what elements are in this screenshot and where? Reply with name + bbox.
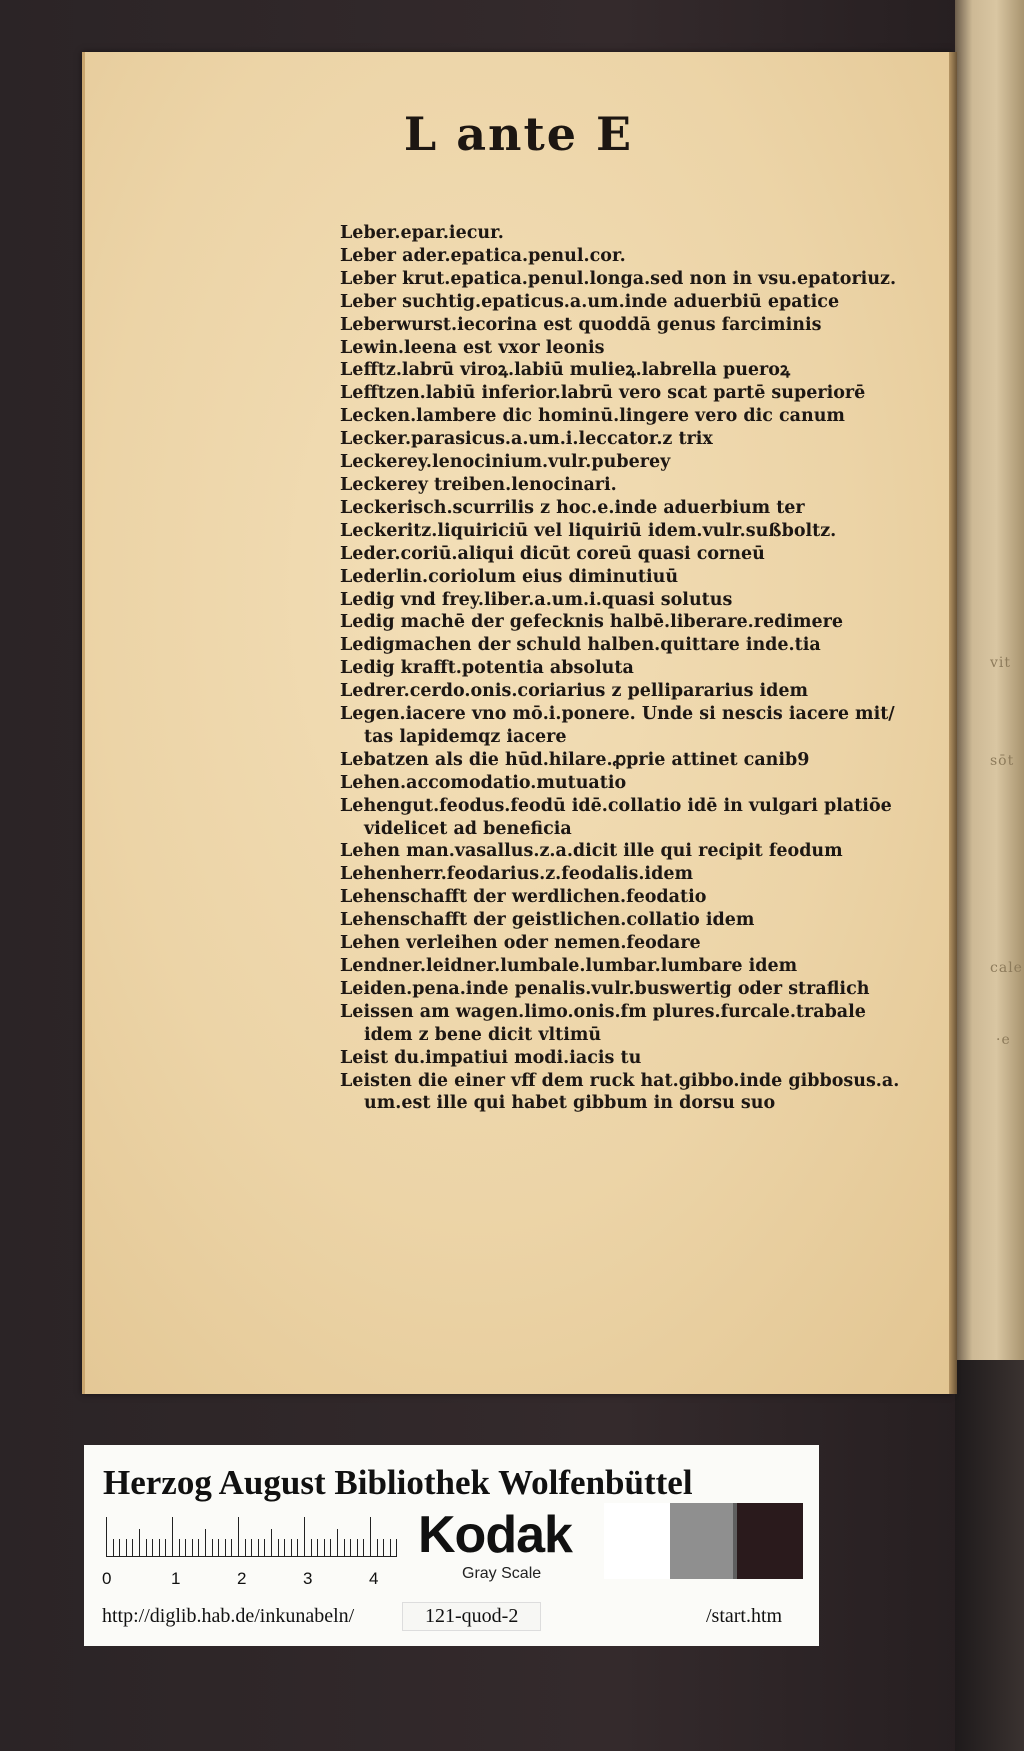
ruler-tick [165, 1539, 166, 1557]
dictionary-entries [340, 222, 940, 1115]
page-heading: L ante E [403, 107, 634, 161]
gray-swatch-white [604, 1503, 670, 1579]
entry-line: Lehenherr.feodarius.z.feodalis.idem [340, 864, 693, 885]
margin-fragment: sōt [990, 753, 1015, 769]
ruler-tick [238, 1517, 239, 1557]
entry-line: Lebatzen als die hūd.hilare.ꝓprie attinet canib9 [340, 749, 810, 770]
gray-swatch-light [670, 1503, 733, 1579]
entry-line: um.est ille qui habet gibbum in dorsu suo [364, 1093, 776, 1114]
entry-line: Ledig vnd frey.liber.a.um.i.quasi solutus [340, 589, 733, 610]
entry-line: Lehen man.vasallus.z.a.dicit ille qui recipit feodum [340, 841, 843, 862]
entry-line: Lehen verleihen oder nemen.feodare [340, 933, 701, 954]
ruler-tick [291, 1539, 292, 1557]
kodak-logo: Kodak [418, 1506, 572, 1564]
ruler-tick [344, 1539, 345, 1557]
ruler-baseline [106, 1556, 397, 1557]
entry-line: Lehen.accomodatio.mutuatio [340, 772, 627, 793]
margin-fragment: ·e [996, 1032, 1011, 1048]
facing-page-edge [955, 0, 1024, 1751]
ruler-tick [179, 1539, 180, 1557]
ruler-tick [278, 1539, 279, 1557]
gray-swatch-dark [737, 1503, 803, 1579]
ruler-tick [113, 1539, 114, 1557]
ruler-tick [245, 1539, 246, 1557]
ruler-tick [377, 1539, 378, 1557]
entry-line: Leckerey.lenocinium.vulr.puberey [340, 452, 671, 473]
ruler-tick [231, 1539, 232, 1557]
entry-line: Ledig krafft.potentia absoluta [340, 658, 634, 679]
entry-line: Leissen am wagen.limo.onis.fm plures.furcale.trabale [340, 1001, 866, 1022]
ruler-tick [304, 1517, 305, 1557]
ruler-tick [311, 1539, 312, 1557]
entry-line: Lewin.leena est vxor leonis [340, 337, 605, 358]
gray-scale-label: Gray Scale [462, 1565, 542, 1582]
ruler-tick [317, 1539, 318, 1557]
ruler-tick [139, 1529, 140, 1557]
entry-line: Leckeritz.liquiriciū vel liquiriū idem.vulr.sußboltz. [340, 520, 837, 541]
entry-line: Leber krut.epatica.penul.longa.sed non in vsu.epatoriuz. [340, 268, 897, 289]
ruler-tick [198, 1539, 199, 1557]
entry-line: Lehengut.feodus.feodū idē.collatio idē in vulgari platiōe [340, 795, 892, 816]
ruler-number: 4 [369, 1569, 379, 1588]
ruler-tick [337, 1529, 338, 1557]
color-calibration-target [84, 1445, 819, 1646]
entry-line: Lehenschafft der werdlichen.feodatio [340, 887, 707, 908]
entry-line: tas lapidemqz iacere [364, 726, 567, 747]
library-name: Herzog August Bibliothek Wolfenbüttel [103, 1463, 693, 1502]
ruler-tick [396, 1539, 397, 1557]
ruler-tick [297, 1539, 298, 1557]
entry-line: Leckerey treiben.lenocinari. [340, 474, 617, 495]
entry-line: Legen.iacere vno mō.i.ponere. Unde si nescis iacere mit/ [340, 704, 895, 725]
entry-line: Leckerisch.scurrilis z hoc.e.inde aduerbium ter [340, 497, 805, 518]
ruler-tick [357, 1539, 358, 1557]
entry-line: Leist du.impatiui modi.iacis tu [340, 1047, 642, 1068]
ruler-tick [132, 1539, 133, 1557]
ruler-tick [126, 1539, 127, 1557]
ruler-tick [383, 1539, 384, 1557]
entry-line: Leber ader.epatica.penul.cor. [340, 245, 626, 266]
entry-line: Ledrer.cerdo.onis.coriarius z pellipararius idem [340, 681, 809, 702]
margin-fragment: cale [990, 960, 1023, 976]
entry-line: idem z bene dicit vltimū [364, 1024, 602, 1045]
entry-line: Ledigmachen der schuld halben.quittare inde.tia [340, 635, 821, 656]
facing-page-shadow [955, 1360, 1024, 1751]
entry-line: Lecker.parasicus.a.um.i.leccator.z trix [340, 429, 713, 450]
ruler-tick [205, 1529, 206, 1557]
entry-line: videlicet ad beneficia [364, 818, 572, 839]
ruler-tick [218, 1539, 219, 1557]
ruler-tick [251, 1539, 252, 1557]
entry-line: Leder.coriū.aliqui dicūt coreū quasi corneū [340, 543, 765, 564]
page-gutter [949, 52, 957, 1394]
ruler-tick [119, 1539, 120, 1557]
ruler-tick [284, 1539, 285, 1557]
ruler-tick [264, 1539, 265, 1557]
url-shelfmark: 121-quod-2 [402, 1602, 541, 1631]
url-suffix: /start.htm [706, 1605, 783, 1627]
ruler-number: 1 [171, 1569, 181, 1588]
ruler-number: 3 [303, 1569, 313, 1588]
entry-line: Leberwurst.iecorina est quoddā genus farciminis [340, 314, 822, 335]
ruler-tick [363, 1539, 364, 1557]
entry-line: Leiden.pena.inde penalis.vulr.buswertig oder straflich [340, 978, 870, 999]
ruler-tick [370, 1517, 371, 1557]
ruler-tick [146, 1539, 147, 1557]
ruler-tick [225, 1539, 226, 1557]
entry-line: Leber.epar.iecur. [340, 223, 504, 243]
ruler-tick [330, 1539, 331, 1557]
entry-line: Ledig machē der gefecknis halbē.liberare.redimere [340, 612, 844, 633]
entry-line: Lendner.leidner.lumbale.lumbar.lumbare idem [340, 956, 798, 976]
ruler-tick [172, 1517, 173, 1557]
ruler-tick [159, 1539, 160, 1557]
entry-line: Lederlin.coriolum eius diminutiuū [340, 566, 679, 587]
ruler-number: 0 [102, 1569, 112, 1588]
ruler-tick [106, 1517, 107, 1557]
book-page [82, 52, 952, 1394]
entry-line: Leber suchtig.epaticus.a.um.inde aduerbiū epatice [340, 291, 840, 312]
ruler-number: 2 [237, 1569, 247, 1588]
ruler-tick [152, 1539, 153, 1557]
ruler-tick [212, 1539, 213, 1557]
measurement-ruler [106, 1515, 399, 1557]
entry-line: Lecken.lambere dic hominū.lingere vero dic canum [340, 406, 845, 427]
ruler-tick [258, 1539, 259, 1557]
ruler-tick [390, 1539, 391, 1557]
ruler-tick [192, 1539, 193, 1557]
entry-line: Lefftz.labrū viroꝝ.labiū mulieꝝ.labrella pueroꝝ [340, 360, 791, 381]
ruler-tick [185, 1539, 186, 1557]
ruler-tick [350, 1539, 351, 1557]
ruler-tick [271, 1529, 272, 1557]
margin-fragment: vit [990, 655, 1012, 671]
entry-line: Lefftzen.labiū inferior.labrū vero scat partē superiorē [340, 383, 866, 404]
ruler-tick [324, 1539, 325, 1557]
entry-line: Leisten die einer vff dem ruck hat.gibbo.inde gibbosus.a. [340, 1070, 900, 1091]
url-base: http://diglib.hab.de/inkunabeln/ [102, 1605, 355, 1627]
entry-line: Lehenschafft der geistlichen.collatio idem [340, 910, 755, 931]
